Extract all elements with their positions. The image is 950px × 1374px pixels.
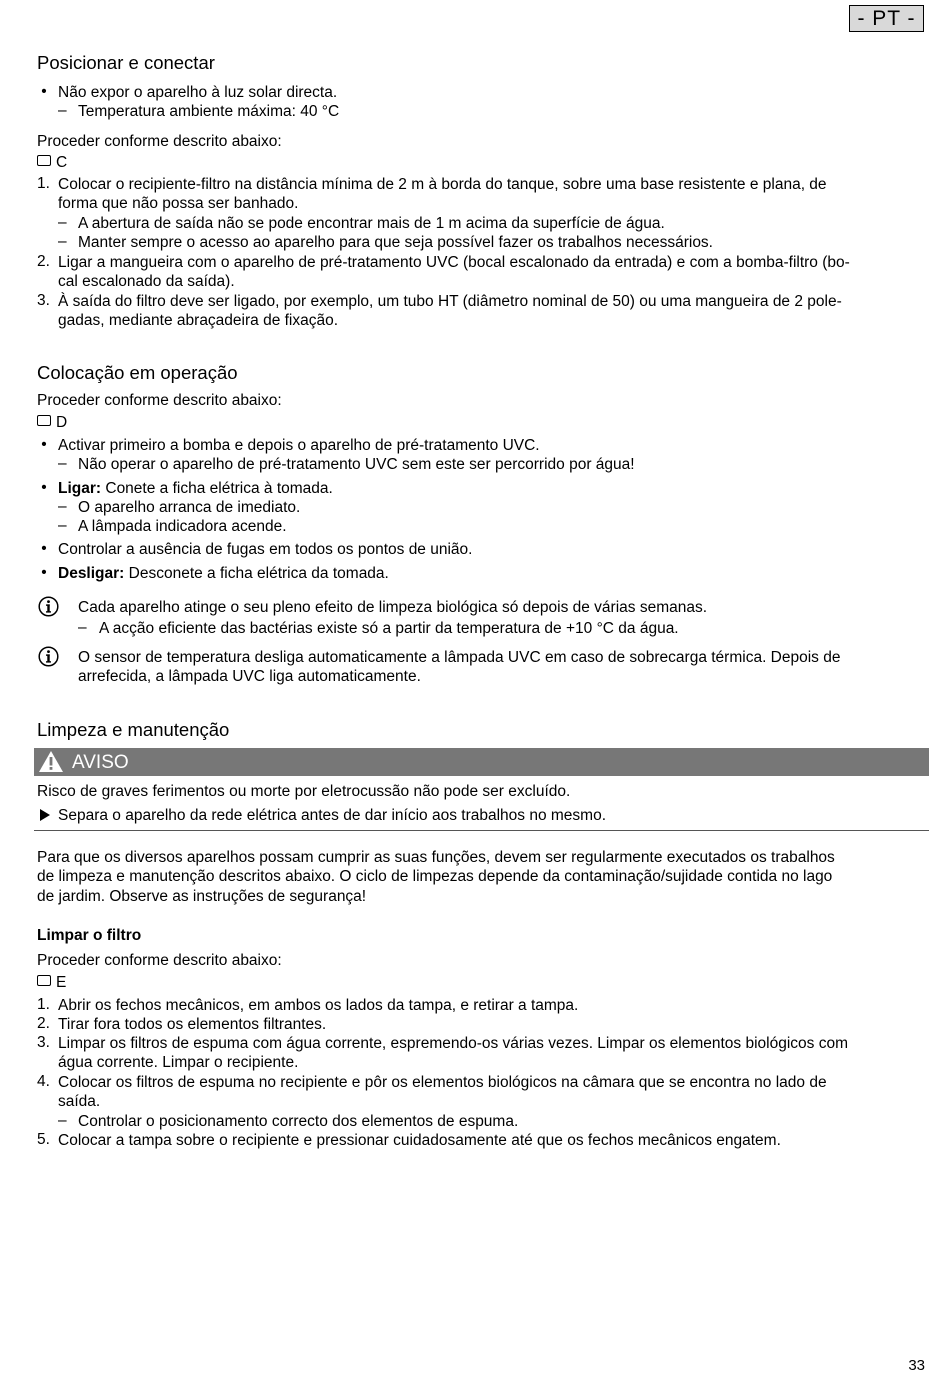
list-item: Não expor o aparelho à luz solar directa.: [58, 84, 338, 101]
step-text: [58, 253, 920, 292]
step-line: água corrente. Limpar o recipiente.: [58, 1054, 299, 1072]
subsection-heading: Limpar o filtro: [37, 927, 142, 944]
figure-reference: [37, 153, 67, 172]
intro-text: Proceder conforme descrito abaixo:: [37, 133, 282, 150]
figure-book-icon: [37, 415, 51, 426]
list-subitem: Controlar o posicionamento correcto dos elementos de espuma.: [78, 1113, 519, 1130]
step-number: 2.: [37, 253, 50, 270]
item-text: Conete a ficha elétrica à tomada.: [101, 480, 333, 497]
step-line: saída.: [58, 1093, 101, 1111]
info-line: arrefecida, a lâmpada UVC liga automaticamente.: [78, 668, 421, 686]
dash-marker: –: [58, 498, 67, 515]
step-number: 3.: [37, 1034, 50, 1051]
step-line: Limpar os filtros de espuma com água corrente, espremendo-os várias vezes. Limpar os elementos biológicos com: [58, 1035, 849, 1052]
step-line: forma que não possa ser banhado.: [58, 195, 299, 213]
step-text: [58, 175, 920, 214]
dash-marker: –: [58, 517, 67, 534]
language-badge: - PT -: [849, 5, 924, 32]
step-text: [58, 1034, 920, 1073]
step-text: Abrir os fechos mecânicos, em ambos os lados da tampa, e retirar a tampa.: [58, 997, 579, 1014]
warning-triangle-icon: [38, 750, 64, 773]
figure-label: E: [56, 974, 67, 991]
intro-text: Proceder conforme descrito abaixo:: [37, 392, 282, 409]
step-line: Colocar os filtros de espuma no recipiente e pôr os elementos biológicos na câmara que se encontra no lado de: [58, 1074, 827, 1091]
info-text: Cada aparelho atinge o seu pleno efeito de limpeza biológica só depois de várias semanas.: [78, 599, 708, 616]
info-text: [78, 648, 920, 687]
step-number: 1.: [37, 996, 50, 1013]
dash-marker: –: [58, 1112, 67, 1129]
item-text: Desconete a ficha elétrica da tomada.: [124, 565, 389, 582]
dash-marker: –: [58, 455, 67, 472]
bullet-marker: •: [41, 540, 47, 557]
bold-label: Desligar:: [58, 565, 125, 582]
paragraph-line: de limpeza e manutenção descritos abaixo. O ciclo de limpezas depende da contaminação/sujidade contida no lago: [37, 868, 833, 886]
info-subitem: A acção eficiente das bactérias existe só a partir da temperatura de +10 °C da água.: [99, 620, 679, 637]
step-line: Ligar a mangueira com o aparelho de pré-tratamento UVC (bocal escalonado da entrada) e com a bomba-filtro (bo-: [58, 254, 850, 271]
step-number: 1.: [37, 175, 50, 192]
step-line: Colocar o recipiente-filtro na distância mínima de 2 m à borda do tanque, sobre uma base resistente e plana, de: [58, 176, 827, 193]
bullet-marker: •: [41, 83, 47, 100]
warning-action: Separa o aparelho da rede elétrica antes de dar início aos trabalhos no mesmo.: [58, 807, 607, 824]
list-subitem: O aparelho arranca de imediato.: [78, 499, 301, 516]
figure-reference: [37, 413, 67, 432]
figure-reference: [37, 973, 66, 992]
section-heading-positioning: Posicionar e conectar: [37, 52, 215, 73]
dash-marker: –: [58, 214, 67, 231]
figure-label: D: [56, 414, 68, 431]
list-subitem: Manter sempre o acesso ao aparelho para que seja possível fazer os trabalhos necessários.: [78, 234, 713, 251]
paragraph-line: Para que os diversos aparelhos possam cumprir as suas funções, devem ser regularmente executados os trabalhos: [37, 849, 835, 866]
step-number: 4.: [37, 1073, 50, 1090]
page-number: 33: [908, 1357, 925, 1374]
dash-marker: –: [58, 102, 67, 119]
bullet-marker: •: [41, 479, 47, 496]
bullet-marker: •: [41, 564, 47, 581]
bold-label: Ligar:: [58, 480, 102, 497]
dash-marker: –: [58, 233, 67, 250]
step-line: cal escalonado da saída).: [58, 273, 235, 291]
step-line: gadas, mediante abraçadeira de fixação.: [58, 312, 339, 330]
figure-label: C: [56, 154, 68, 171]
list-item: [58, 479, 920, 498]
info-icon: [38, 596, 59, 617]
figure-book-icon: [37, 975, 51, 986]
step-number: 2.: [37, 1015, 50, 1032]
step-text: Colocar a tampa sobre o recipiente e pressionar cuidadosamente até que os fechos mecânicos engatem.: [58, 1132, 781, 1149]
step-number: 5.: [37, 1131, 50, 1148]
list-subitem: Temperatura ambiente máxima: 40 °C: [78, 103, 340, 120]
bullet-marker: •: [41, 436, 47, 453]
warning-label: AVISO: [72, 752, 129, 773]
step-text: Tirar fora todos os elementos filtrantes.: [58, 1016, 327, 1033]
action-arrow-icon: [40, 809, 50, 821]
figure-book-icon: [37, 155, 51, 166]
section-heading-operation: Colocação em operação: [37, 362, 238, 383]
info-icon: [38, 646, 59, 667]
list-subitem: A abertura de saída não se pode encontrar mais de 1 m acima da superfície de água.: [78, 215, 665, 232]
list-item: [58, 564, 920, 583]
step-text: [58, 292, 920, 331]
section-heading-cleaning: Limpeza e manutenção: [37, 719, 230, 740]
divider: [34, 830, 929, 831]
list-subitem: A lâmpada indicadora acende.: [78, 518, 287, 535]
paragraph: [37, 848, 835, 906]
list-item: Controlar a ausência de fugas em todos os pontos de união.: [58, 541, 473, 558]
warning-text: Risco de graves ferimentos ou morte por eletrocussão não pode ser excluído.: [37, 783, 571, 800]
step-line: À saída do filtro deve ser ligado, por exemplo, um tubo HT (diâmetro nominal de 50) ou uma mangueira de 2 pole-: [58, 293, 842, 310]
step-text: [58, 1073, 920, 1112]
paragraph-line: de jardim. Observe as instruções de segurança!: [37, 887, 367, 905]
dash-marker: –: [78, 619, 87, 636]
step-number: 3.: [37, 292, 50, 309]
info-line: O sensor de temperatura desliga automaticamente a lâmpada UVC em caso de sobrecarga térmica. Depois de: [78, 649, 841, 666]
intro-text: Proceder conforme descrito abaixo:: [37, 952, 282, 969]
list-subitem: Não operar o aparelho de pré-tratamento UVC sem este ser percorrido por água!: [78, 456, 635, 473]
list-item: Activar primeiro a bomba e depois o aparelho de pré-tratamento UVC.: [58, 437, 540, 454]
warning-banner: [34, 748, 929, 776]
